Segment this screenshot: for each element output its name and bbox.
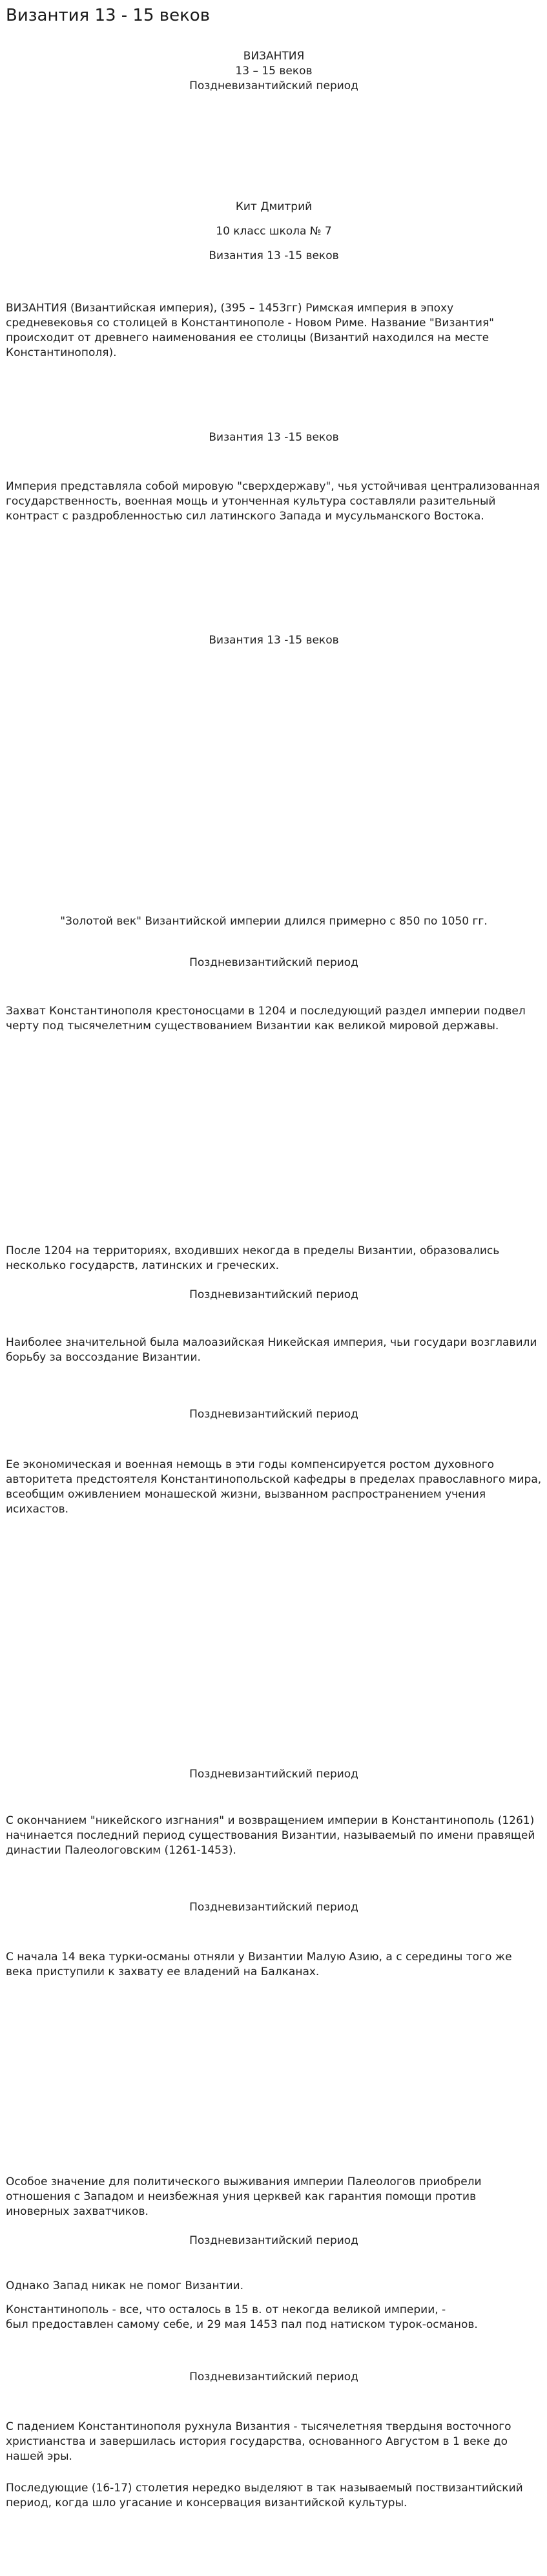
period-title: Поздневизантийский период bbox=[189, 2234, 358, 2247]
golden-age-paragraph: "Золотой век" Византийской империи длился примерно с 850 по 1050 гг. bbox=[60, 915, 488, 928]
title-line-2: 13 – 15 веков bbox=[235, 65, 313, 78]
period-title: Поздневизантийский период bbox=[189, 1901, 358, 1914]
after-1204-paragraph: После 1204 на территориях, входивших некогда в пределы Византии, образовались несколько государств, латинских и греческих. bbox=[6, 1244, 500, 1272]
slide-title: Византия 13 -15 веков bbox=[209, 431, 339, 444]
school-class: 10 класс школа № 7 bbox=[216, 225, 332, 238]
title-line-1: ВИЗАНТИЯ bbox=[243, 50, 305, 63]
title-block bbox=[6, 49, 542, 94]
fall-line-1: Константинополь - все, что осталось в 15 в. от некогда великой империи, - bbox=[6, 2303, 446, 2316]
intro-paragraph: ВИЗАНТИЯ (Византийская империя), (395 – 1453гг) Римская империя в эпоху средневековья со столицей в Константинополе - Новом Риме. Название "Византия" происходит от древнего наименования ее столицы (Византий находился на месте Константинополя). bbox=[6, 302, 495, 359]
ottomans-paragraph: С начала 14 века турки-османы отняли у Византии Малую Азию, а с середины того же века приступили к захвату ее владений на Балканах. bbox=[6, 1951, 512, 1978]
period-title: Поздневизантийский период bbox=[189, 1768, 358, 1781]
author-name: Кит Дмитрий bbox=[235, 200, 313, 213]
spiritual-authority-paragraph: Ее экономическая и военная немощь в эти годы компенсируется ростом духовного авторитета предстоятеля Константинопольской кафедры в пределах православного мира, всеобщим оживлением монашеской жизни, вызванном распространением учения исихастов. bbox=[6, 1458, 542, 1516]
capture-paragraph: Захват Константинополя крестоносцами в 1204 и последующий раздел империи подвел черту под тысячелетним существованием Византии как великой мировой державы. bbox=[6, 1005, 526, 1032]
slide-title: Византия 13 -15 веков bbox=[209, 634, 339, 647]
west-relations-paragraph: Особое значение для политического выживания империи Палеологов приобрели отношения с Западом и неизбежная уния церквей как гарантия помощи против иноверных захватчиков. bbox=[6, 2175, 482, 2218]
period-title: Поздневизантийский период bbox=[189, 1408, 358, 1421]
west-no-help-line: Однако Запад никак не помог Византии. bbox=[6, 2279, 244, 2292]
superpower-paragraph: Империя представляла собой мировую "сверхдержаву", чья устойчивая централизованная государственность, военная мощь и утонченная культура составляли разительный контраст с раздробленностью сил латинского Запада и мусульманского Востока. bbox=[6, 480, 540, 523]
end-of-empire-paragraph: С падением Константинополя рухнула Византия - тысячелетняя твердыня восточного христианства и завершилась история государства, основанного Августом в 1 веке до нашей эры. bbox=[6, 2420, 511, 2463]
fall-line-2: был предоставлен самому себе, и 29 мая 1453 пал под натиском турок-османов. bbox=[6, 2318, 478, 2331]
page-heading: Византия 13 - 15 веков bbox=[6, 6, 211, 25]
period-title: Поздневизантийский период bbox=[189, 956, 358, 969]
nicaea-paragraph: Наиболее значительной была малоазийская Никейская империя, чьи государи возглавили борьбу за воссоздание Византии. bbox=[6, 1336, 537, 1364]
title-line-3: Поздневизантийский период bbox=[189, 79, 358, 92]
slide-title: Византия 13 -15 веков bbox=[209, 249, 339, 262]
palaeologan-paragraph: С окончанием "никейского изгнания" и возвращением империи в Константинополь (1261) начинается последний период существования Византии, называемый по имени правящей династии Палеологовским (1261-1453). bbox=[6, 1814, 535, 1857]
fall-paragraph bbox=[6, 2279, 542, 2332]
period-title: Поздневизантийский период bbox=[189, 2371, 358, 2383]
post-byzantine-paragraph: Последующие (16-17) столетия нередко выделяют в так называемый поствизантийский период, когда шло угасание и консервация византийской культуры. bbox=[6, 2482, 523, 2509]
period-title: Поздневизантийский период bbox=[189, 1288, 358, 1301]
